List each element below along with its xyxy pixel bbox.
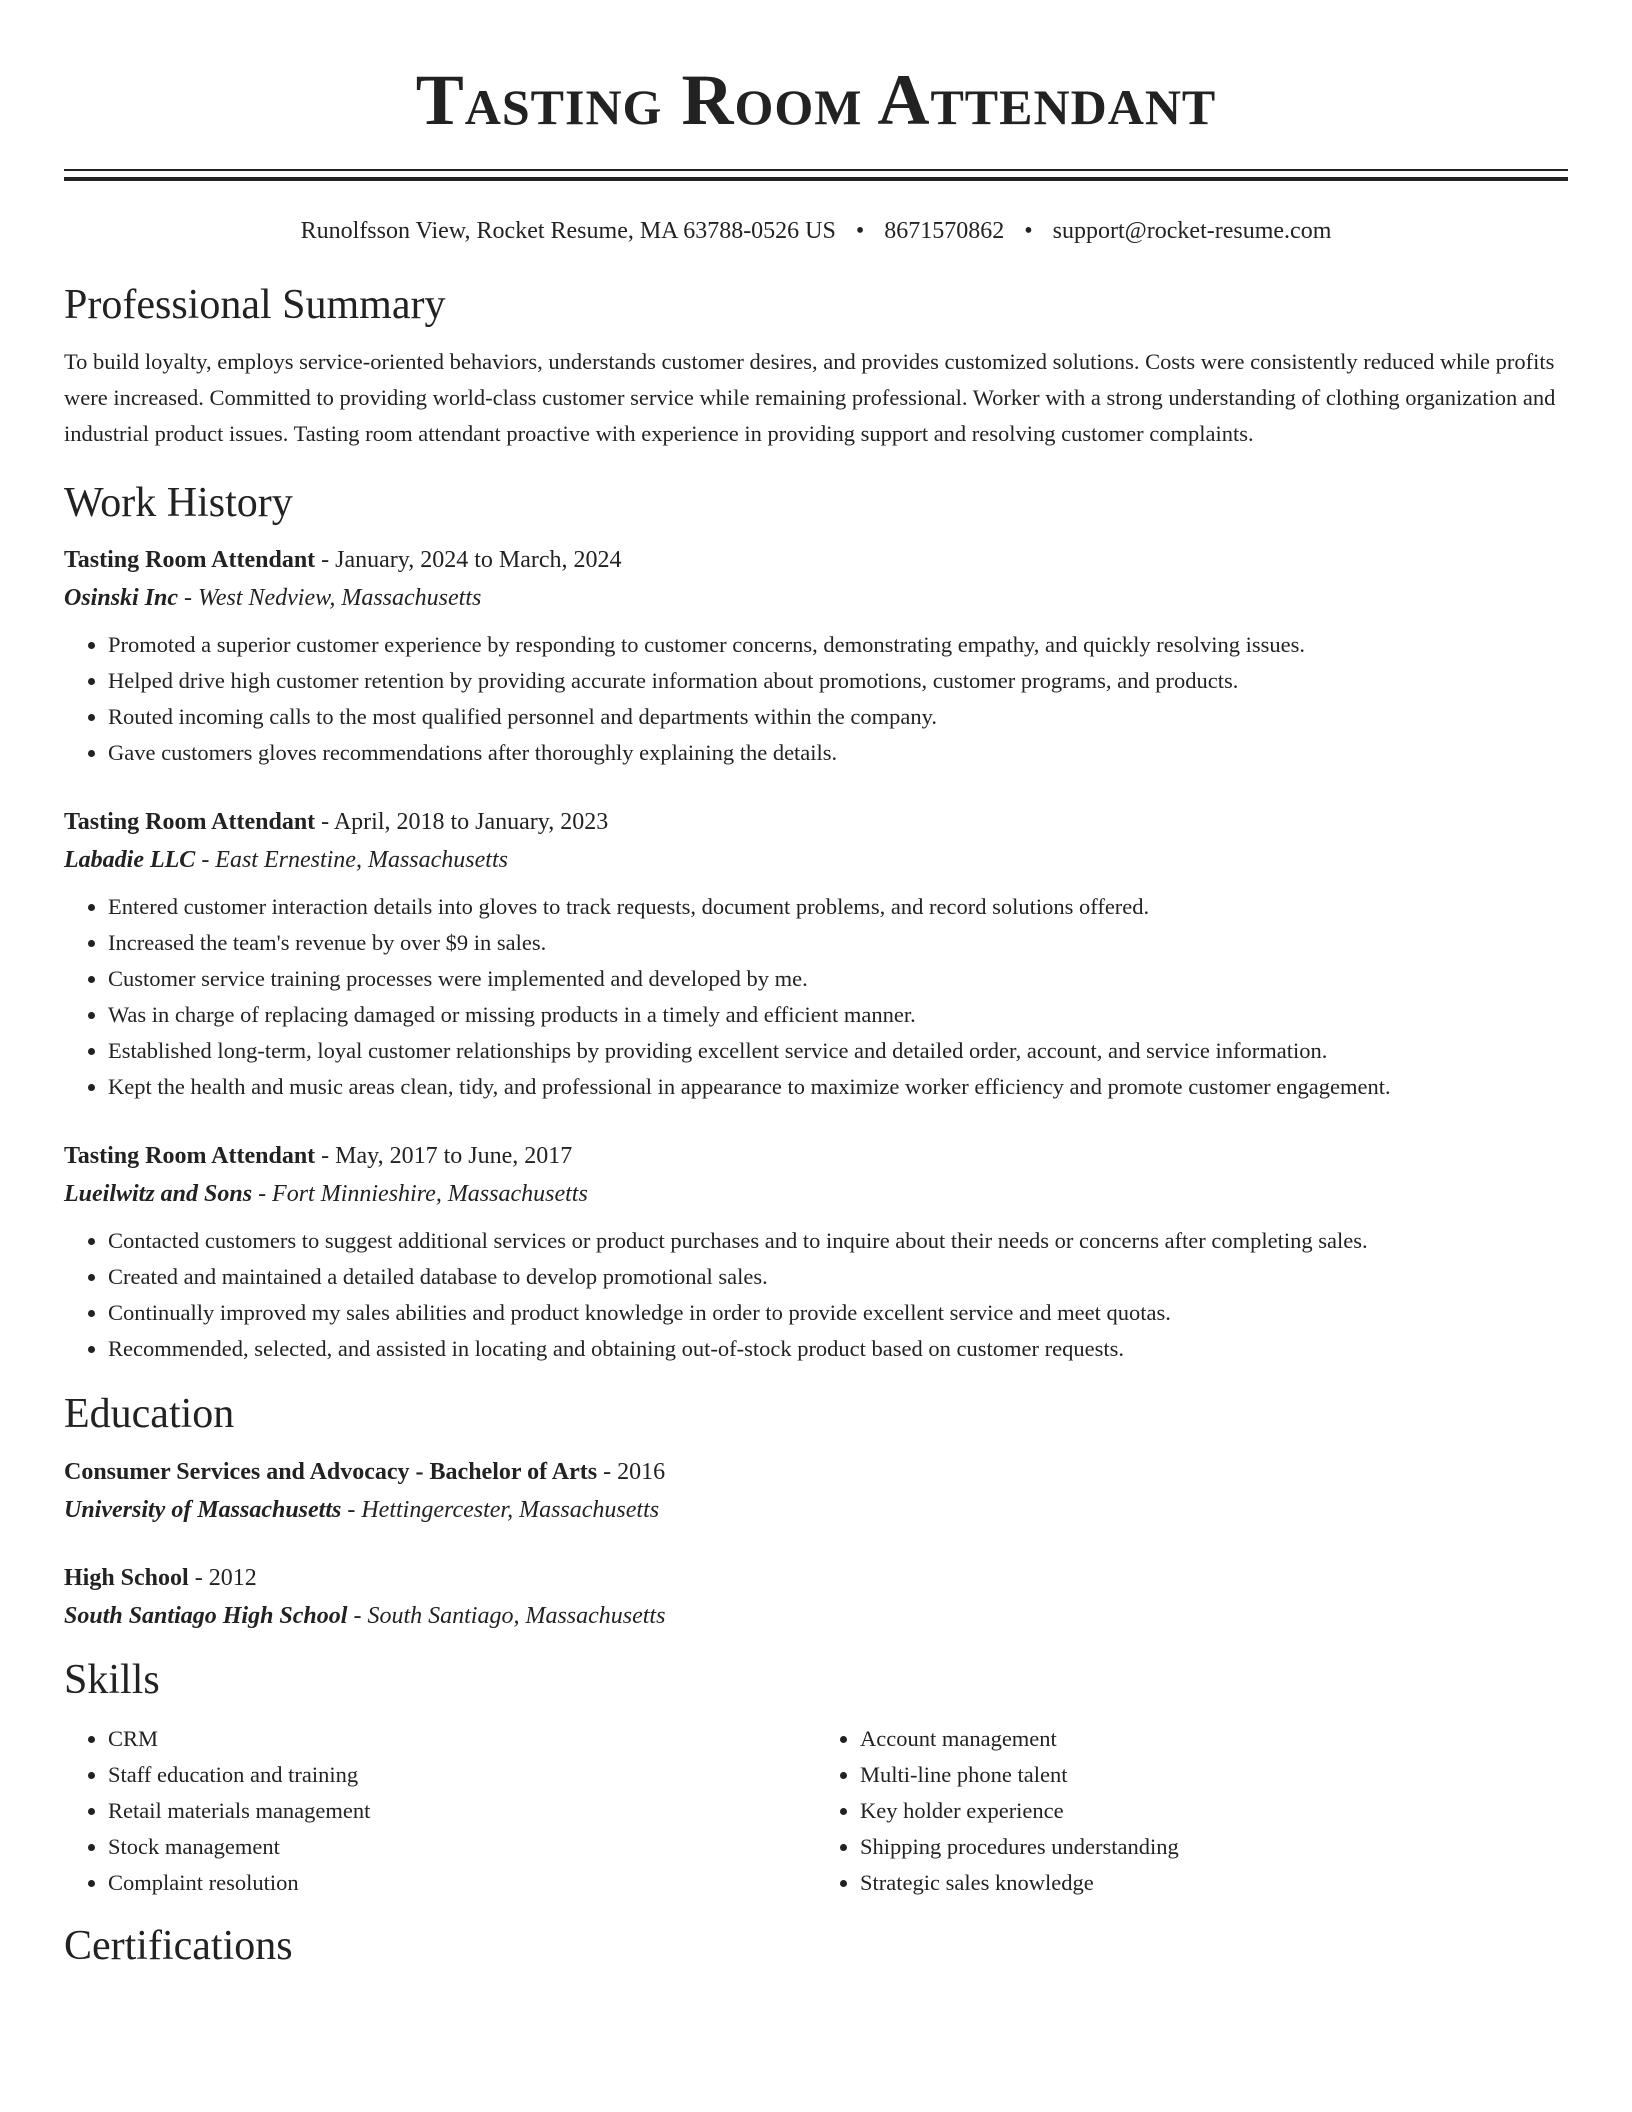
skills-columns — [64, 1721, 1568, 1901]
summary-heading: Professional Summary — [64, 281, 446, 328]
job-dates: - January, 2024 to March, 2024 — [315, 546, 622, 573]
degree-year: - 2016 — [597, 1458, 666, 1485]
job-entry — [64, 541, 1568, 771]
job-bullet: • Promoted a superior customer experience by responding to customer concerns, demonstrating empathy, and quickly resolving issues. — [108, 627, 1568, 663]
job-dates: - April, 2018 to January, 2023 — [315, 808, 609, 835]
school-line — [64, 1597, 1568, 1635]
job-bullets — [64, 1223, 1568, 1367]
school-line — [64, 1491, 1568, 1529]
certifications-heading: Certifications — [64, 1923, 293, 1970]
job-bullet: • Was in charge of replacing damaged or missing products in a timely and efficient manner. — [108, 997, 1568, 1033]
skill-item: • Complaint resolution — [108, 1865, 816, 1901]
company-name: Osinski Inc — [64, 584, 179, 611]
title-double-rule — [64, 169, 1568, 181]
skill-item: • Account management — [860, 1721, 1568, 1757]
skills-list-left — [64, 1721, 816, 1901]
job-bullet: • Kept the health and music areas clean, tidy, and professional in appearance to maximize worker efficiency and promote customer engagement. — [108, 1069, 1568, 1105]
company-name: Labadie LLC — [64, 846, 196, 873]
company-location: - West Nedview, Massachusetts — [178, 584, 482, 611]
job-entry — [64, 1137, 1568, 1367]
education-entry — [64, 1559, 1568, 1635]
job-bullet: • Routed incoming calls to the most qualified personnel and departments within the company. — [108, 699, 1568, 735]
company-line — [64, 1175, 1568, 1213]
school-location: - Hettingercester, Massachusetts — [341, 1496, 660, 1523]
job-bullet: • Contacted customers to suggest additional services or product purchases and to inquire about their needs or concerns after completing sales. — [108, 1223, 1568, 1259]
degree-name: Consumer Services and Advocacy - Bachelor of Arts — [64, 1458, 598, 1485]
skill-item: • Shipping procedures understanding — [860, 1829, 1568, 1865]
degree-name: High School — [64, 1564, 189, 1591]
summary-text: To build loyalty, employs service-oriented behaviors, understands customer desires, and provides customized solutions. Costs were consistently reduced while profits were increased. Committed to providing world-class customer service while remaining professional. Worker with a strong understanding of clothing organization and industrial product issues. Tasting room attendant proactive with experience in providing support and resolving customer complaints. — [64, 349, 1556, 447]
degree-line — [64, 1453, 1568, 1491]
skill-item: • Multi-line phone talent — [860, 1757, 1568, 1793]
job-bullets — [64, 627, 1568, 771]
job-title-line — [64, 803, 1568, 841]
skill-item: • Retail materials management — [108, 1793, 816, 1829]
skill-item: • CRM — [108, 1721, 816, 1757]
job-bullet: • Gave customers gloves recommendations after thoroughly explaining the details. — [108, 735, 1568, 771]
company-name: Lueilwitz and Sons — [64, 1180, 253, 1207]
job-title-line — [64, 1137, 1568, 1175]
education-entry — [64, 1453, 1568, 1529]
job-bullet: • Continually improved my sales abilities and product knowledge in order to provide excellent service and meet quotas. — [108, 1295, 1568, 1331]
job-title-line — [64, 541, 1568, 579]
school-name: South Santiago High School — [64, 1602, 348, 1629]
job-bullet: • Increased the team's revenue by over $9 in sales. — [108, 925, 1568, 961]
contact-line — [64, 217, 1568, 246]
job-bullet: • Customer service training processes were implemented and developed by me. — [108, 961, 1568, 997]
job-bullet: • Entered customer interaction details into gloves to track requests, document problems, and record solutions offered. — [108, 889, 1568, 925]
contact-address: Runolfsson View, Rocket Resume, MA 63788-0526 US — [300, 218, 836, 244]
company-line — [64, 579, 1568, 617]
job-dates: - May, 2017 to June, 2017 — [315, 1142, 573, 1169]
job-entry — [64, 803, 1568, 1105]
contact-separator: • — [855, 218, 865, 244]
job-bullet: • Created and maintained a detailed database to develop promotional sales. — [108, 1259, 1568, 1295]
skill-item: • Stock management — [108, 1829, 816, 1865]
education-heading: Education — [64, 1390, 235, 1437]
skill-item: • Strategic sales knowledge — [860, 1865, 1568, 1901]
company-location: - Fort Minnieshire, Massachusetts — [252, 1180, 588, 1207]
contact-email: support@rocket-resume.com — [1052, 218, 1332, 244]
company-location: - East Ernestine, Massachusetts — [195, 846, 508, 873]
job-bullet: • Established long-term, loyal customer relationships by providing excellent service and detailed order, account, and service information. — [108, 1033, 1568, 1069]
job-title: Tasting Room Attendant — [64, 546, 316, 573]
degree-line — [64, 1559, 1568, 1597]
work-history-heading: Work History — [64, 480, 293, 527]
job-bullets — [64, 889, 1568, 1105]
degree-year: - 2012 — [188, 1564, 257, 1591]
school-name: University of Massachusetts — [64, 1496, 342, 1523]
skills-list-right — [816, 1721, 1568, 1901]
resume-title: Tasting Room Attendant — [415, 60, 1217, 140]
job-bullet: • Helped drive high customer retention by providing accurate information about promotions, customer programs, and products. — [108, 663, 1568, 699]
skill-item: • Staff education and training — [108, 1757, 816, 1793]
school-location: - South Santiago, Massachusetts — [347, 1602, 666, 1629]
contact-separator: • — [1024, 218, 1033, 244]
skill-item: • Key holder experience — [860, 1793, 1568, 1829]
skills-heading: Skills — [64, 1656, 160, 1703]
job-bullet: • Recommended, selected, and assisted in locating and obtaining out-of-stock product based on customer requests. — [108, 1331, 1568, 1367]
contact-phone: 8671570862 — [884, 218, 1005, 244]
company-line — [64, 841, 1568, 879]
job-title: Tasting Room Attendant — [64, 1142, 316, 1169]
job-title: Tasting Room Attendant — [64, 808, 316, 835]
